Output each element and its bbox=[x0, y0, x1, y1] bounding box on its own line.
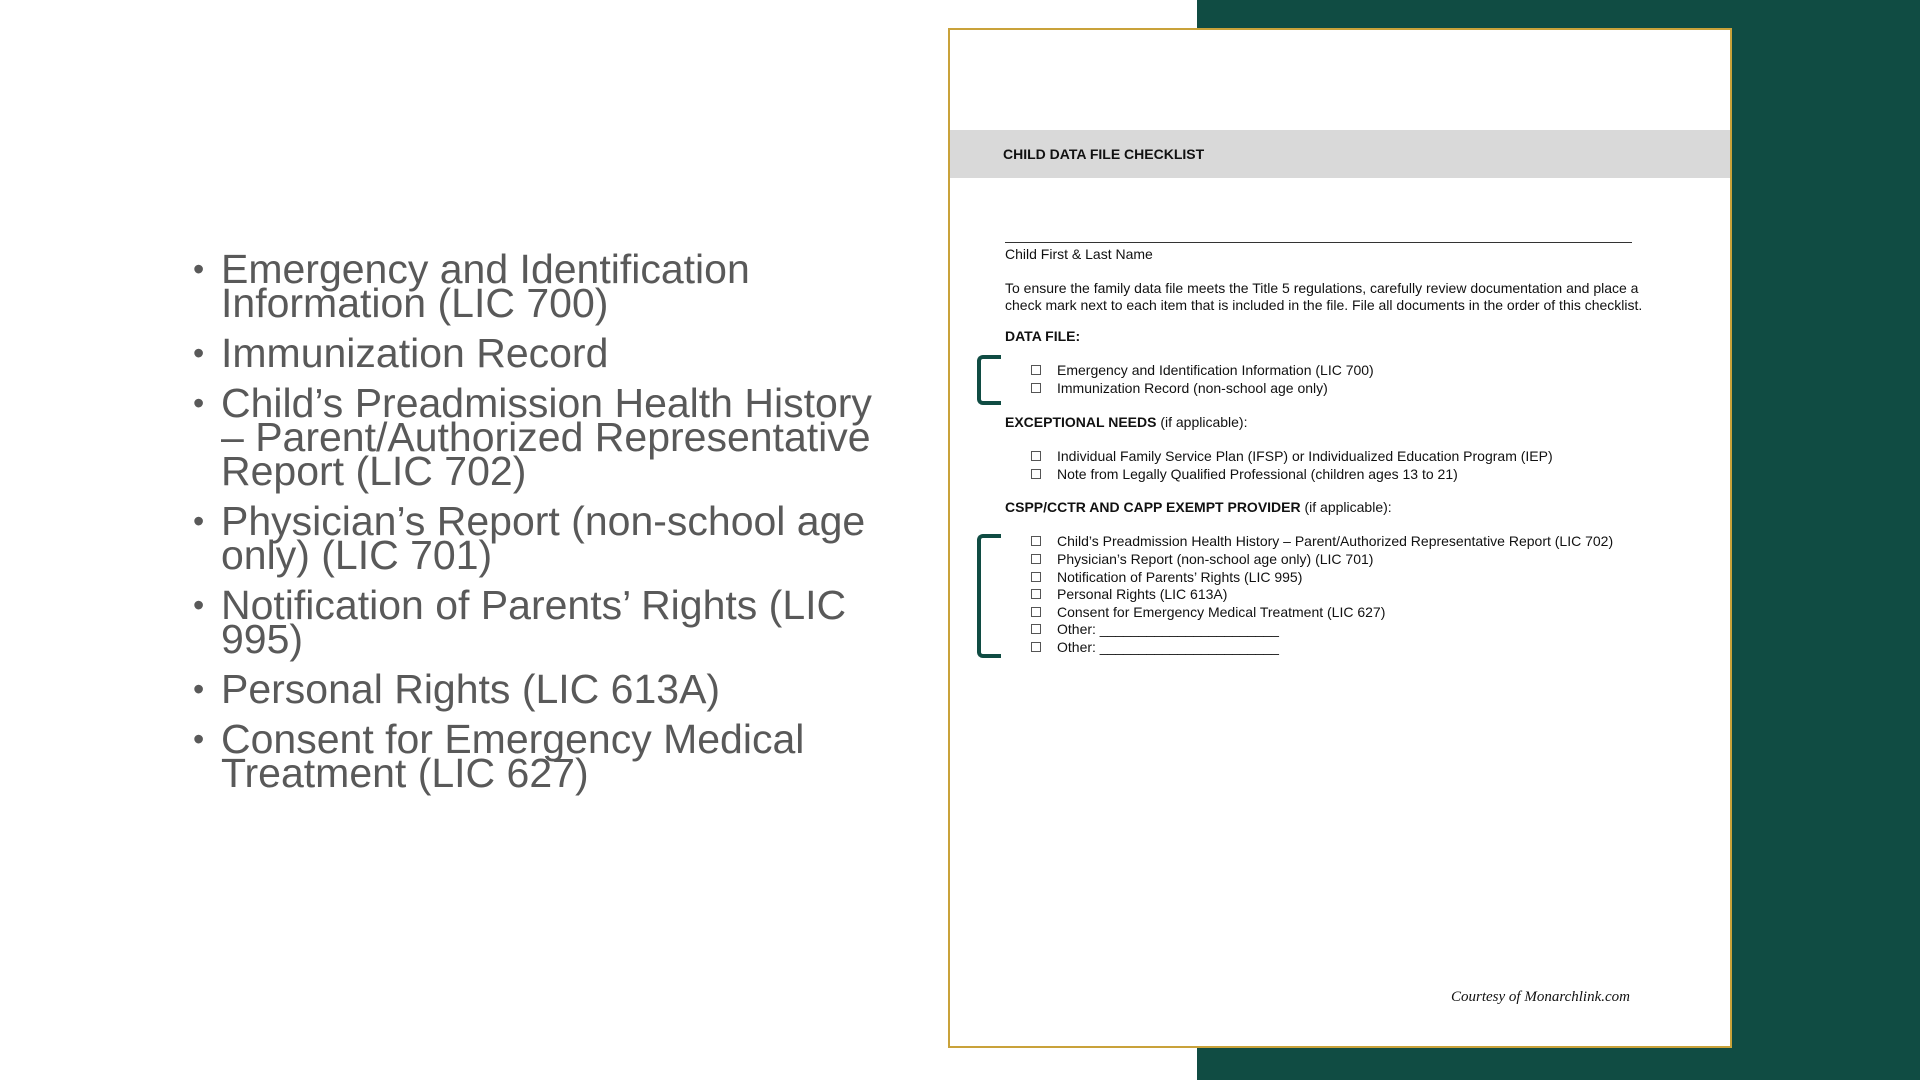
bullet-item: • Child’s Preadmission Health History – Parent/Authorized Representative Report (LIC 702) bbox=[193, 386, 873, 488]
checklist-item[interactable]: Note from Legally Qualified Professional (children ages 13 to 21) bbox=[1031, 466, 1458, 483]
checklist-document bbox=[948, 28, 1732, 1048]
checkbox-icon[interactable] bbox=[1031, 572, 1041, 582]
document-title: CHILD DATA FILE CHECKLIST bbox=[1003, 146, 1205, 162]
courtesy-credit: Courtesy of Monarchlink.com bbox=[1451, 989, 1630, 1005]
checklist-item[interactable]: Other: _______________________ bbox=[1031, 621, 1279, 638]
checklist-item[interactable]: Individual Family Service Plan (IFSP) or Individualized Education Program (IEP) bbox=[1031, 448, 1553, 465]
checklist-item[interactable]: Consent for Emergency Medical Treatment (LIC 627) bbox=[1031, 604, 1385, 621]
checklist-item[interactable]: Physician’s Report (non-school age only) (LIC 701) bbox=[1031, 551, 1373, 568]
checklist-item[interactable]: Other: _______________________ bbox=[1031, 639, 1279, 656]
document-header-band bbox=[950, 130, 1730, 178]
checkbox-icon[interactable] bbox=[1031, 589, 1041, 599]
checklist-item[interactable]: Immunization Record (non-school age only) bbox=[1031, 380, 1328, 397]
cspp-heading: CSPP/CCTR AND CAPP EXEMPT PROVIDER (if applicable): bbox=[1005, 499, 1392, 515]
checkbox-icon[interactable] bbox=[1031, 451, 1041, 461]
checklist-item[interactable]: Emergency and Identification Information (LIC 700) bbox=[1031, 362, 1374, 379]
bullet-item: • Emergency and Identification Information (LIC 700) bbox=[193, 252, 873, 320]
checklist-item[interactable]: Child’s Preadmission Health History – Parent/Authorized Representative Report (LIC 702) bbox=[1031, 533, 1613, 550]
bullet-item: • Immunization Record bbox=[193, 336, 873, 370]
exceptional-needs-heading: EXCEPTIONAL NEEDS (if applicable): bbox=[1005, 414, 1248, 430]
name-signature-line bbox=[1005, 242, 1632, 243]
bullet-item: • Notification of Parents’ Rights (LIC 995) bbox=[193, 588, 873, 656]
checkbox-icon[interactable] bbox=[1031, 365, 1041, 375]
bullet-item: • Personal Rights (LIC 613A) bbox=[193, 672, 873, 706]
name-label: Child First & Last Name bbox=[1005, 246, 1153, 262]
bullet-item: • Consent for Emergency Medical Treatment (LIC 627) bbox=[193, 722, 873, 790]
data-file-heading: DATA FILE: bbox=[1005, 328, 1081, 344]
checkbox-icon[interactable] bbox=[1031, 607, 1041, 617]
checkbox-icon[interactable] bbox=[1031, 554, 1041, 564]
bullet-item: • Physician’s Report (non-school age only) (LIC 701) bbox=[193, 504, 873, 572]
checkbox-icon[interactable] bbox=[1031, 383, 1041, 393]
cspp-bracket bbox=[977, 534, 1001, 658]
instructions-line-2: check mark next to each item that is included in the file. File all documents in the order of this checklist. bbox=[1005, 297, 1643, 313]
bullet-list bbox=[193, 246, 873, 806]
instructions-line-1: To ensure the family data file meets the Title 5 regulations, carefully review documentation and place a bbox=[1005, 280, 1639, 296]
checklist-item[interactable]: Personal Rights (LIC 613A) bbox=[1031, 586, 1227, 603]
checkbox-icon[interactable] bbox=[1031, 624, 1041, 634]
checkbox-icon[interactable] bbox=[1031, 642, 1041, 652]
checkbox-icon[interactable] bbox=[1031, 536, 1041, 546]
checklist-item[interactable]: Notification of Parents’ Rights (LIC 995) bbox=[1031, 569, 1302, 586]
checkbox-icon[interactable] bbox=[1031, 469, 1041, 479]
data-file-bracket bbox=[977, 355, 1001, 405]
